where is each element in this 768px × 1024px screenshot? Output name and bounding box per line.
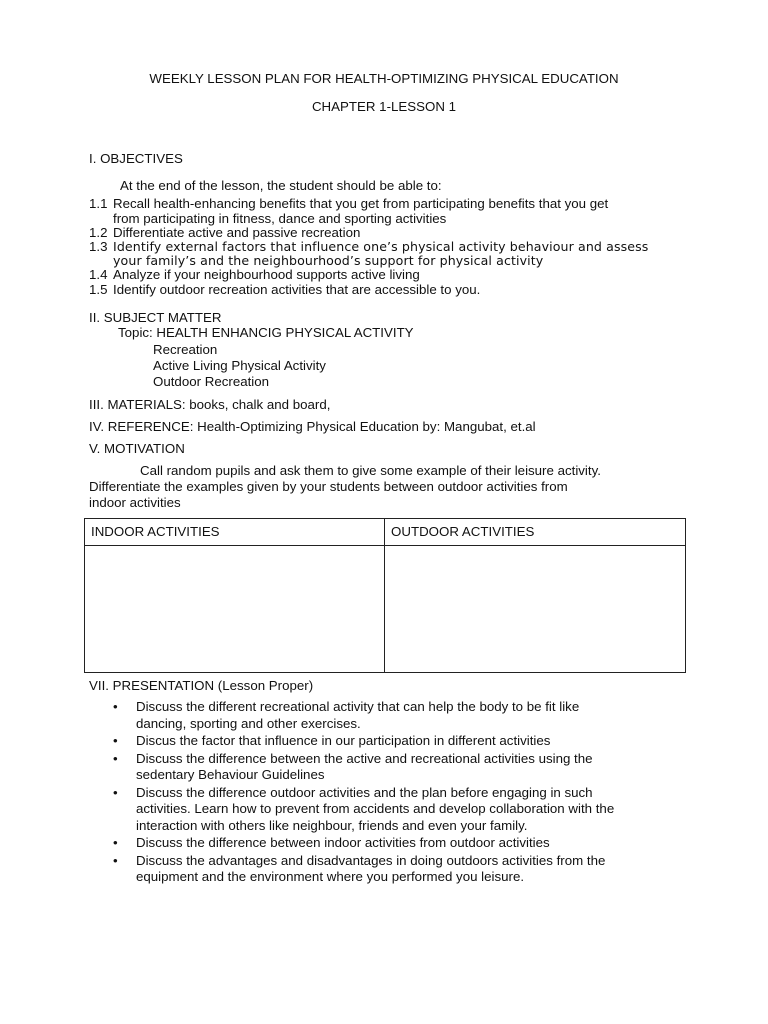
list-item-text: Discuss the advantages and disadvantages in doing outdoors activities from the <box>136 852 606 868</box>
objectives-intro: At the end of the lesson, the student should be able to: <box>120 178 442 193</box>
objective-text: Identify external factors that influence one’s physical activity behaviour and assess <box>113 239 649 254</box>
activities-table <box>84 518 686 673</box>
objective-text: Differentiate active and passive recreation <box>113 225 361 240</box>
bullet-icon: • <box>113 733 118 748</box>
indoor-activities-cell <box>85 546 385 673</box>
list-item-text: Discuss the different recreational activity that can help the body to be fit like <box>136 699 580 714</box>
bullet-icon: • <box>113 784 118 800</box>
subject-matter-heading: II. SUBJECT MATTER <box>89 310 222 325</box>
list-item-text: Discuss the difference between the active and recreational activities using the <box>136 750 593 766</box>
subtopic: Recreation <box>153 342 218 357</box>
document-subtitle: CHAPTER 1-LESSON 1 <box>311 99 457 114</box>
list-item <box>113 751 683 784</box>
list-item-text: activities. Learn how to prevent from accidents and develop collaboration with the <box>136 801 615 816</box>
outdoor-activities-cell <box>385 546 686 673</box>
bullet-icon: • <box>113 699 118 714</box>
objective-text: Identify outdoor recreation activities that are accessible to you. <box>113 282 481 297</box>
bullet-icon: • <box>113 852 118 868</box>
indoor-activities-header: INDOOR ACTIVITIES <box>85 519 385 546</box>
document-title: WEEKLY LESSON PLAN FOR HEALTH-OPTIMIZING PHYSICAL EDUCATION <box>149 71 619 86</box>
list-item-text: equipment and the environment where you performed you leisure. <box>136 869 525 884</box>
subtopic: Active Living Physical Activity <box>153 358 326 373</box>
objective-number: 1.2 <box>89 225 108 240</box>
list-item-text: dancing, sporting and other exercises. <box>136 715 361 731</box>
objectives-heading: I. OBJECTIVES <box>89 151 183 166</box>
materials-line: III. MATERIALS: books, chalk and board, <box>89 397 331 412</box>
reference-line: IV. REFERENCE: Health-Optimizing Physical Education by: Mangubat, et.al <box>89 419 536 434</box>
bullet-icon: • <box>113 750 118 766</box>
objective-text: from participating in fitness, dance and sporting activities <box>113 211 447 226</box>
presentation-list <box>113 699 683 887</box>
motivation-text: indoor activities <box>89 495 181 510</box>
list-item <box>113 785 683 835</box>
objective-text: your family’s and the neighbourhood’s support for physical activity <box>113 253 544 268</box>
objective-text: Recall health-enhancing benefits that you get from participating benefits that you get <box>113 196 609 211</box>
bullet-icon: • <box>113 835 118 850</box>
objective-number: 1.3 <box>89 239 108 254</box>
objective-number: 1.4 <box>89 267 108 282</box>
subject-topic: Topic: HEALTH ENHANCIG PHYSICAL ACTIVITY <box>118 325 414 340</box>
list-item <box>113 835 683 852</box>
objective-number: 1.1 <box>89 196 108 211</box>
list-item <box>113 853 683 886</box>
list-item <box>113 699 683 732</box>
objective-number: 1.5 <box>89 282 108 297</box>
list-item <box>113 733 683 750</box>
outdoor-activities-header: OUTDOOR ACTIVITIES <box>385 519 686 546</box>
list-item-text: Discus the factor that influence in our participation in different activities <box>136 733 551 748</box>
motivation-text: Call random pupils and ask them to give some example of their leisure activity. <box>140 463 601 478</box>
list-item-text: interaction with others like neighbour, friends and even your family. <box>136 817 528 833</box>
objective-text: Analyze if your neighbourhood supports active living <box>113 267 420 282</box>
motivation-heading: V. MOTIVATION <box>89 441 185 456</box>
list-item-text: sedentary Behaviour Guidelines <box>136 767 325 782</box>
list-item-text: Discuss the difference outdoor activities and the plan before engaging in such <box>136 784 593 800</box>
presentation-heading: VII. PRESENTATION (Lesson Proper) <box>89 678 314 693</box>
list-item-text: Discuss the difference between indoor activities from outdoor activities <box>136 835 550 850</box>
motivation-text: Differentiate the examples given by your students between outdoor activities from <box>89 479 568 494</box>
subtopic: Outdoor Recreation <box>153 374 270 389</box>
